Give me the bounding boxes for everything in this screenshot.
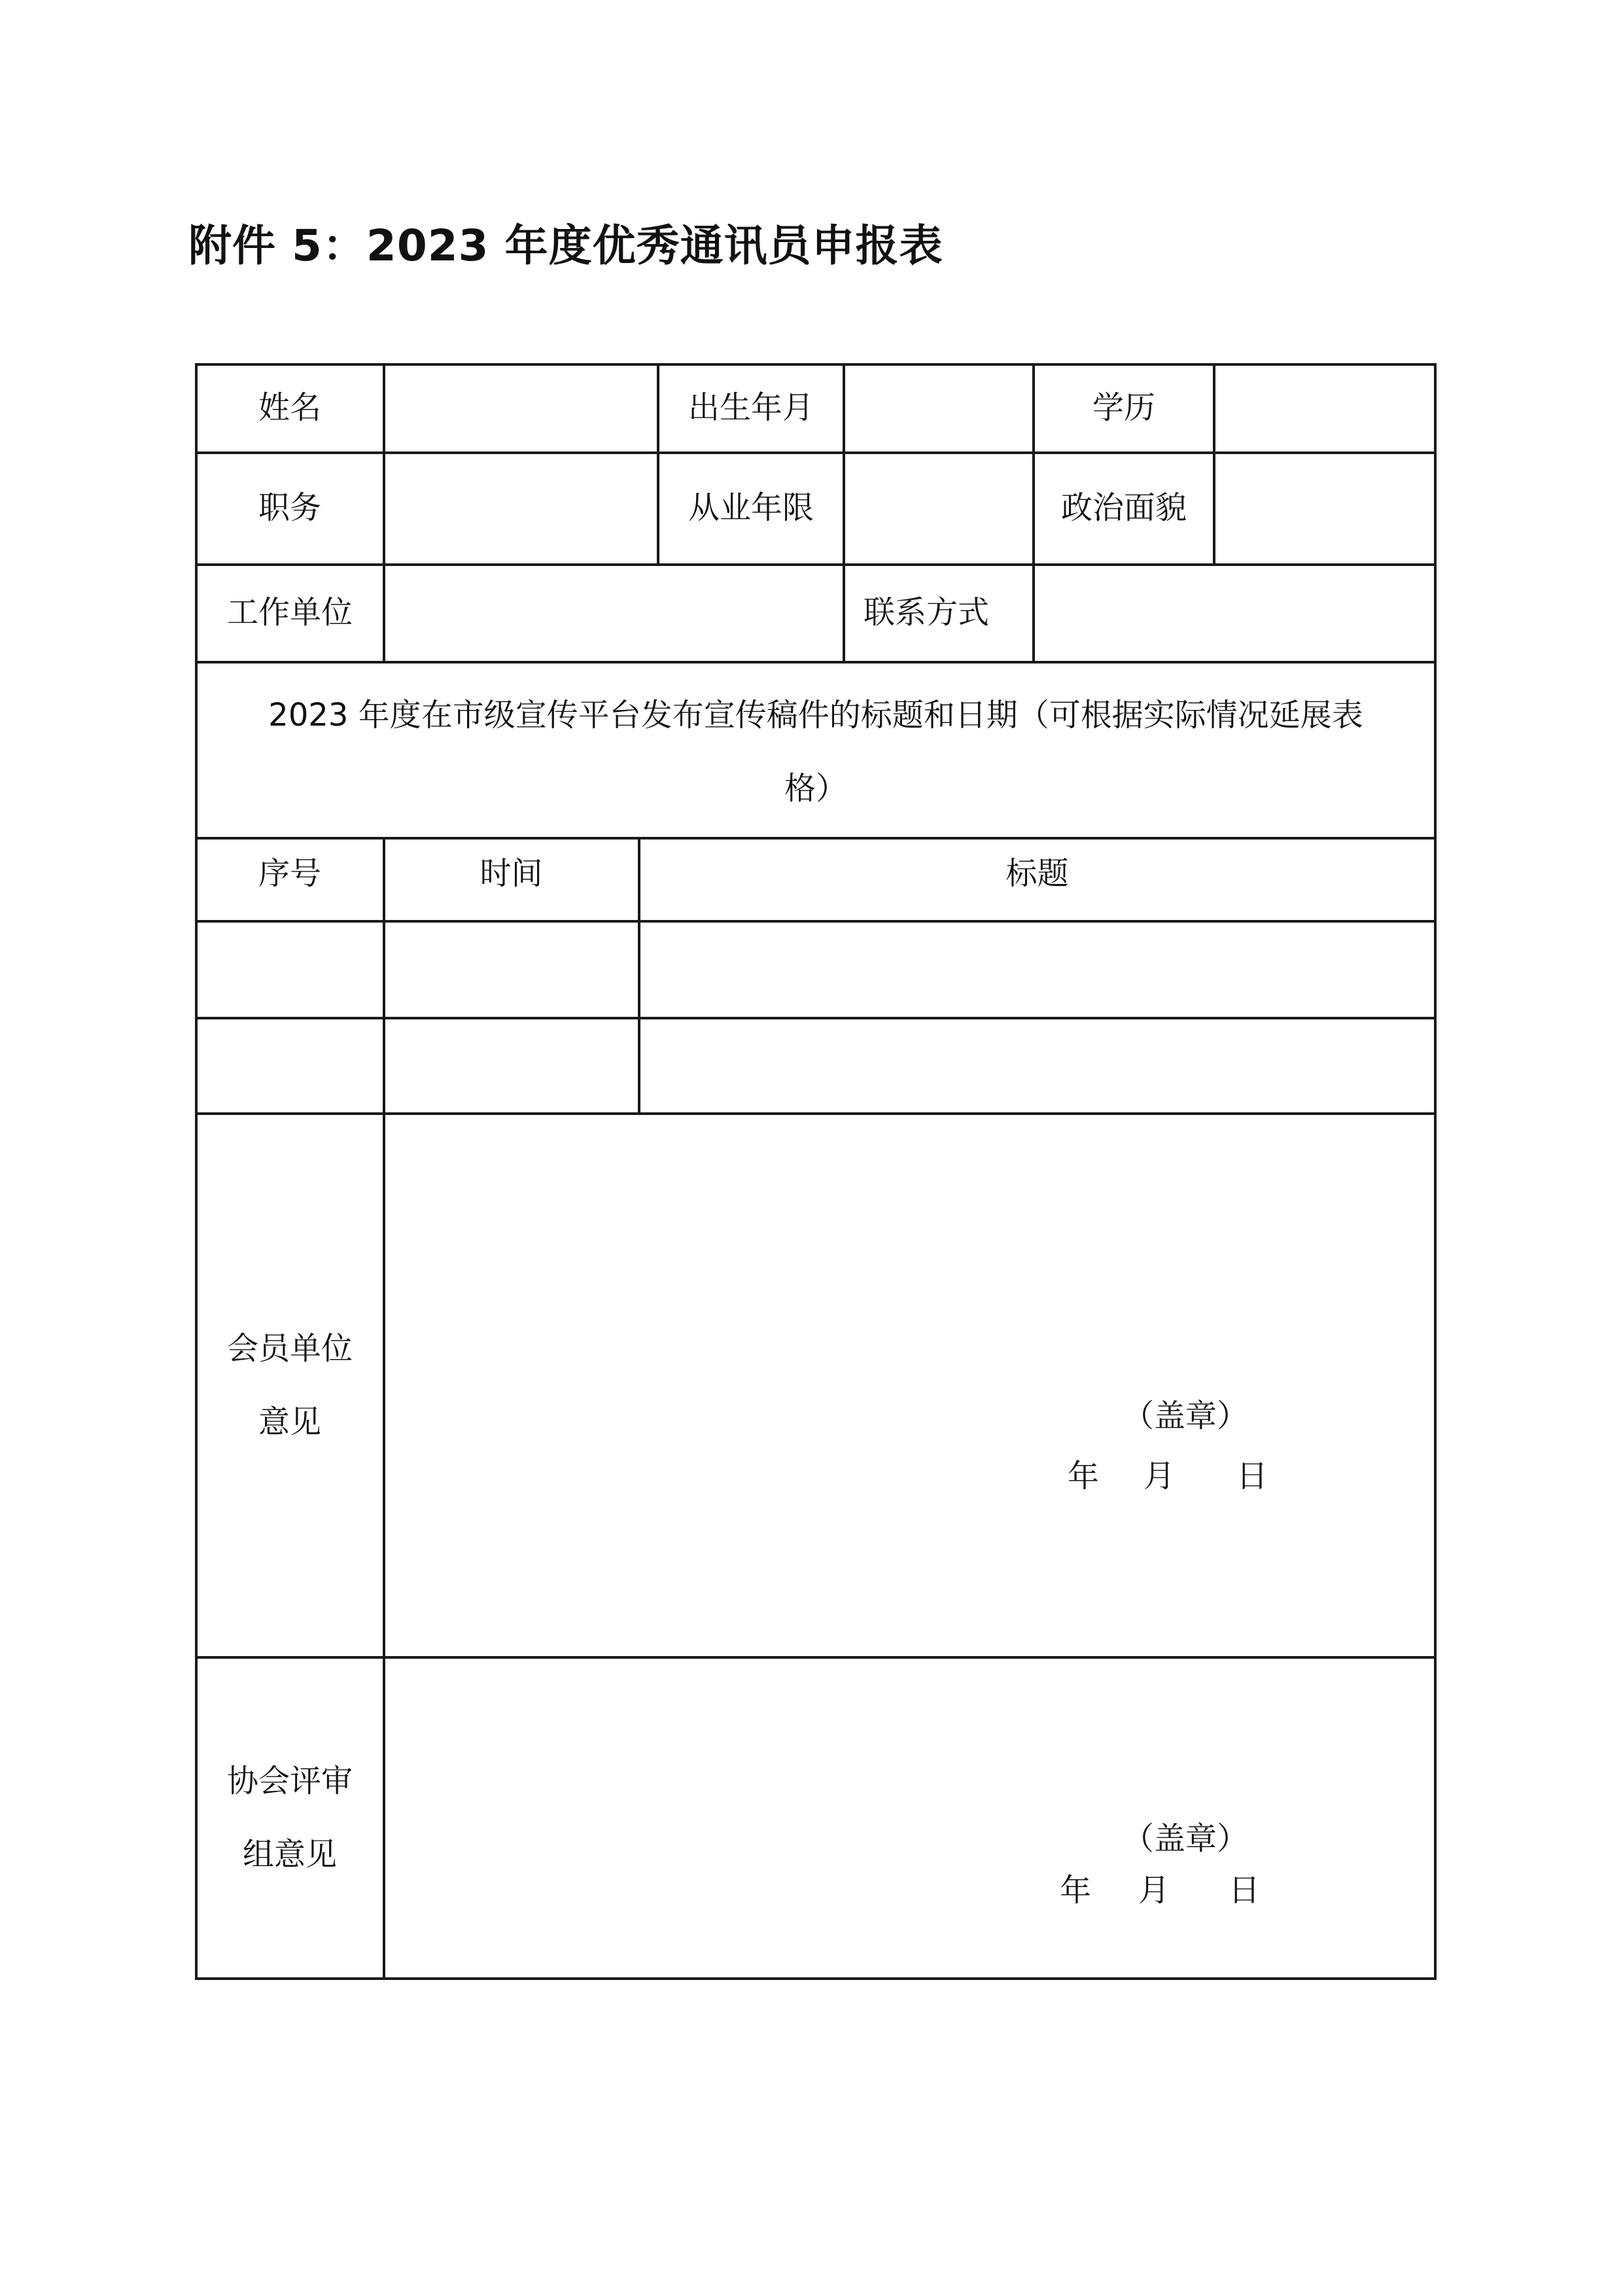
section-header-line1: 2023 年度在市级宣传平台发布宣传稿件的标题和日期（可根据实际情况延展表 [268, 697, 1363, 733]
years-field[interactable] [845, 454, 1032, 563]
page-title: 附件 5：2023 年度优秀通讯员申报表 [188, 221, 943, 271]
committee-opinion-month: 月 [1138, 1872, 1170, 1909]
name-field[interactable] [385, 366, 656, 451]
member-opinion-label-line1: 会员单位 [226, 1330, 353, 1367]
row1-title-cell[interactable] [640, 923, 1434, 1017]
row2-time-cell[interactable] [385, 1019, 638, 1112]
work-unit-label: 工作单位 [226, 594, 353, 631]
section-header-line2: 格） [784, 770, 847, 807]
education-field[interactable] [1215, 366, 1433, 451]
committee-opinion-day: 日 [1229, 1872, 1261, 1909]
committee-opinion-label-line1: 协会评审 [226, 1763, 353, 1799]
contact-label: 联系方式 [864, 594, 990, 631]
political-status-label: 政治面貌 [1060, 489, 1187, 527]
committee-opinion-stamp: （盖章） [1123, 1820, 1249, 1857]
committee-opinion-field[interactable] [385, 1659, 1434, 1977]
committee-opinion-label-line2: 组意见 [242, 1836, 337, 1873]
row2-title-cell[interactable] [640, 1019, 1434, 1112]
member-opinion-month: 月 [1143, 1458, 1176, 1494]
birth-date-label: 出生年月 [688, 389, 814, 427]
position-field[interactable] [385, 454, 656, 563]
position-label: 职务 [258, 489, 321, 527]
articles-section-header [195, 661, 1437, 839]
member-opinion-year: 年 [1068, 1458, 1100, 1494]
years-label: 从业年限 [688, 489, 814, 527]
contact-field[interactable] [1035, 566, 1433, 661]
member-opinion-label-line2: 意见 [258, 1404, 321, 1440]
column-header-index: 序号 [258, 855, 321, 892]
committee-opinion-label [195, 1656, 385, 1979]
committee-opinion-year: 年 [1060, 1872, 1092, 1909]
member-opinion-day: 日 [1236, 1458, 1268, 1494]
name-label: 姓名 [258, 389, 321, 427]
birth-date-field[interactable] [845, 366, 1032, 451]
application-form [195, 363, 1437, 1986]
political-status-field[interactable] [1215, 454, 1433, 563]
work-unit-field[interactable] [385, 566, 842, 661]
row1-time-cell[interactable] [385, 923, 638, 1017]
column-header-title: 标题 [1005, 855, 1069, 892]
row2-index-cell[interactable] [198, 1019, 383, 1112]
member-opinion-label [195, 1112, 385, 1658]
member-opinion-field[interactable] [385, 1115, 1434, 1656]
column-header-time: 时间 [480, 855, 543, 892]
education-label: 学历 [1092, 389, 1155, 427]
member-opinion-stamp: （盖章） [1123, 1398, 1249, 1434]
row1-index-cell[interactable] [198, 923, 383, 1017]
